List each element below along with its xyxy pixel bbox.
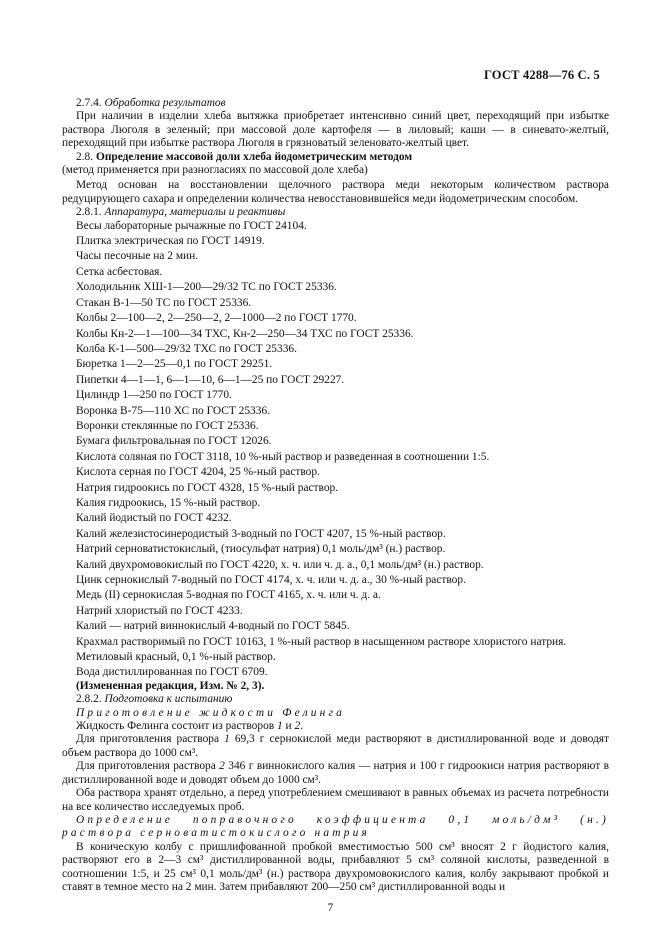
section-title: Определение массовой доли хлеба йодометрическим методом: [95, 150, 413, 163]
list-item: Колба К-1—500—29/32 ТХС по ГОСТ 25336.: [76, 342, 297, 355]
list-item: Вода дистиллированная по ГОСТ 6709.: [76, 666, 268, 679]
fehling-composition: [62, 720, 609, 733]
list-item: Кислота серная по ГОСТ 4204, 25 %-ный раствор.: [76, 466, 320, 479]
list-item: Воронка В-75—110 ХС по ГОСТ 25336.: [76, 404, 270, 417]
list-item: Воронки стеклянные по ГОСТ 25336.: [76, 419, 259, 432]
list-item: Калий двухромовокислый по ГОСТ 4220, х. ч. или ч. д. а., 0,1 моль/дм³ (н.) раствор.: [76, 558, 484, 571]
coefficient-heading-line-2: раствора серноватистокислого натрия: [62, 827, 370, 840]
list-item: Натрий серноватистокислый, (тиосульфат натрия) 0,1 моль/дм³ (н.) раствор.: [76, 543, 446, 556]
list-item: Бумага фильтровальная по ГОСТ 12026.: [76, 435, 272, 448]
section-number: 2.8.1.: [76, 206, 102, 219]
fehling-heading: [62, 707, 609, 720]
section-number: 2.8.2.: [76, 693, 102, 706]
section-2-8-2: [62, 693, 609, 706]
text-run: и: [282, 720, 295, 733]
text-run: 346 г виннокислого калия — натрия и 100 г гидроокиси натрия растворяют в дистиллированной воде и доводят объем до 1000 см³.: [62, 760, 609, 786]
list-item: Холодильник ХШ-1—200—29/32 ТС по ГОСТ 25336.: [76, 281, 337, 294]
storage-paragraph: Оба раствора хранят отдельно, а перед употреблением смешивают в равных объемах из расчета потребности на все количество исследуемых проб.: [62, 787, 609, 813]
solution-2-paragraph: [62, 760, 609, 787]
revision-note: (Измененная редакция, Изм. № 2, 3).: [76, 679, 265, 692]
list-item: Кислота соляная по ГОСТ 3118, 10 %-ный раствор и разведенная в соотношении 1:5.: [76, 450, 490, 463]
section-number: 2.8.: [76, 150, 94, 163]
text-run: Для приготовления раствора: [76, 733, 225, 746]
list-item: Медь (II) сернокислая 5-водная по ГОСТ 4165, х. ч. или ч. д. а.: [76, 589, 381, 602]
list-item: Часы песочные на 2 мин.: [76, 250, 199, 263]
list-item: Стакан В-1—50 ТС по ГОСТ 25336.: [76, 296, 252, 309]
list-item: Колбы Кн-2—1—100—34 ТХС, Кн-2—250—34 ТХС по ГОСТ 25336.: [76, 327, 414, 340]
list-item: Калий йодистый по ГОСТ 4232.: [76, 512, 232, 525]
solution-number: 1: [277, 720, 283, 733]
list-item: Калий — натрий виннокислый 4-водный по ГОСТ 5845.: [76, 620, 350, 633]
text-run: Жидкость Фелинга состоит из растворов: [76, 720, 277, 733]
page-header: ГОСТ 4288—76 С. 5: [483, 68, 600, 82]
section-title: Подготовка к испытанию: [104, 693, 233, 706]
coefficient-heading-line-1: Определение поправочного коэффициента 0,1 моль/дм³ (н.): [76, 813, 609, 826]
solution-number: 2: [294, 720, 301, 733]
list-item: Бюретка 1—2—25—0,1 по ГОСТ 29251.: [76, 358, 273, 371]
list-item: Весы лабораторные рычажные по ГОСТ 24104.: [76, 219, 307, 232]
section-title: Аппаратура, материалы и реактивы: [104, 206, 286, 219]
solution-1-paragraph: [62, 733, 609, 760]
section-2-8: [62, 151, 609, 164]
paragraph-result-colors: При наличии в изделии хлеба вытяжка приобретает интенсивно синий цвет, переходящий при избытке раствора Люголя в зеленый; при массовой доле картофеля — в лиловый; каши — в синевато-желтый, переходящий при избытке раствора Люголя в грязноватый зеленовато-желтый цвет.: [62, 110, 609, 150]
list-item: Натрия гидроокись по ГОСТ 4328, 15 %-ный раствор.: [76, 481, 339, 494]
list-item: Калий железистосинеродистый 3-водный по ГОСТ 4207, 15 %-ный раствор.: [76, 527, 446, 540]
list-item: Цинк сернокислый 7-водный по ГОСТ 4174, х. ч. или ч. д. а., 30 %-ный раствор.: [76, 574, 466, 586]
list-item-starch: Крахмал растворимый по ГОСТ 10163, 1 %-ный раствор в насыщенном растворе хлористого натрия.: [76, 635, 567, 648]
section-2-8-1: [62, 206, 609, 219]
method-note: (метод применяется при разногласиях по массовой доле хлеба): [62, 164, 368, 177]
section-number: 2.7.4.: [76, 97, 102, 109]
list-item: Колбы 2—100—2, 2—250—2, 2—1000—2 по ГОСТ 1770.: [76, 312, 357, 325]
text-run: .: [300, 720, 304, 733]
list-item: Плитка электрическая по ГОСТ 14919.: [76, 235, 265, 248]
list-item: Цилиндр 1—250 по ГОСТ 1770.: [76, 389, 232, 402]
solution-number: 2: [219, 760, 225, 773]
list-item: Пипетки 4—1—1, 6—1—10, 6—1—25 по ГОСТ 29227.: [76, 373, 345, 386]
list-item: Калия гидроокись, 15 %-ный раствор.: [76, 496, 261, 509]
list-item: Натрий хлористый по ГОСТ 4233.: [76, 604, 243, 617]
procedure-paragraph: В коническую колбу с пришлифованной пробкой вместимостью 500 см³ вносят 2 г йодистого калия, растворяют его в 2—3 см³ дистиллированной воды, прибавляют 5 см³ соляной кислоты, разведенной в соотношении 1:5, и 25 см³ 0,1 моль/дм³ (н.) раствора двухромовокислого калия, колбу закрывают пробкой и ставят в темное место на 2 мин. Затем прибавляют 200—250 см³ дистиллированной воды и: [62, 840, 609, 893]
solution-number: 1: [224, 733, 230, 746]
document-body: [62, 97, 609, 894]
text-run: 69,3 г сернокислой меди растворяют в дистиллированной воде и доводят объем раствора до 1000 см³.: [62, 733, 609, 759]
page-number: 7: [327, 902, 334, 914]
list-item: Сетка асбестовая.: [76, 265, 163, 278]
fehling-title: Приготовление жидкости Фелинга: [76, 706, 346, 719]
text-run: Для приготовления раствора: [76, 760, 220, 773]
list-item: Метиловый красный, 0,1 %-ный раствор.: [76, 651, 276, 664]
section-title: Обработка результатов: [104, 97, 226, 109]
section-2-7-4: [62, 97, 609, 110]
paragraph-method-basis: Метод основан на восстановлении щелочного раствора меди некоторым количеством раствора редуцирующего сахара и определении количества невосстановившейся меди йодометрическим способом.: [62, 179, 609, 205]
